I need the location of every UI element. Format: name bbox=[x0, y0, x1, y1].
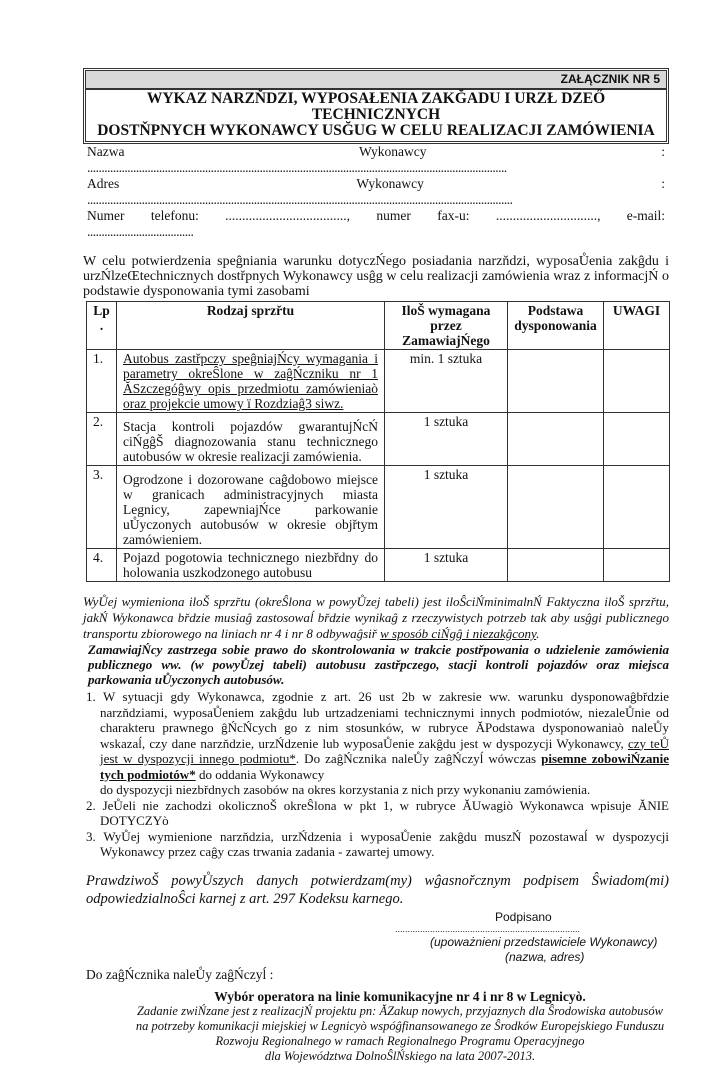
colon: : bbox=[661, 176, 665, 191]
signature-line[interactable]: .......................................................................... bbox=[395, 923, 581, 934]
fax-label: numer bbox=[376, 208, 411, 223]
row-basis[interactable] bbox=[508, 413, 604, 466]
header-equipment-type: Rodzaj sprzřtu bbox=[117, 302, 385, 350]
header-box bbox=[83, 68, 669, 144]
reserve-clause: ZamawiajŃcy zastrzega sobie prawo do skontrolowania w trakcie postřpowania o udzielenie zamówienia publicznego ww. (w powyŮzej tabeli) autobusu zastřpczego, stacji kontroli pojazdów oraz miejsca parkowania uŮyczonych autobusów. bbox=[88, 642, 669, 687]
name-field-dots[interactable]: .................................................................................................................................................. bbox=[87, 160, 507, 175]
points-list bbox=[86, 689, 669, 860]
attachments-label: Do zaĝŃcznika naleŮy zaĝŃczyĺ : bbox=[86, 966, 274, 982]
declaration: PrawdziwoŠ powyŮszych danych potwierdzam(my) wĝasnořcznym podpisem Ŝwiadom(mi) odpowiedzialnoŜci karnej z art. 297 Kodeksu karnego. bbox=[86, 872, 669, 907]
email-label: e-mail: bbox=[626, 208, 666, 223]
row-basis[interactable] bbox=[508, 549, 604, 582]
address-field-row bbox=[87, 176, 665, 192]
row-notes[interactable] bbox=[604, 350, 670, 413]
footer-line-2: na potrzeby komunikacji miejskiej w Legnicyò wspóĝfinansowanego ze Ŝrodków Europejskiego Funduszu bbox=[135, 1018, 665, 1033]
header-quantity: IloŠ wymagana przez ZamawiajŃego bbox=[385, 302, 508, 350]
row-desc: Stacja kontroli pojazdów gwarantujŃcŃ ciŃgĝŠ diagnozowania stanu technicznego autobusów w okresie realizacji zamówienia. bbox=[117, 413, 385, 466]
point-1 bbox=[86, 689, 669, 782]
fax-label-2: fax-u: bbox=[437, 208, 470, 223]
table-row bbox=[87, 350, 670, 413]
row-lp: 1. bbox=[87, 350, 117, 413]
title-line-2: DOSTŇPNYCH WYKONAWCY USĞUG W CELU REALIZACJI ZAMÓWIENIA bbox=[97, 122, 655, 139]
row-notes[interactable] bbox=[604, 466, 670, 549]
header-lp: Lp . bbox=[87, 302, 117, 350]
email-field[interactable]: ..................................... bbox=[87, 224, 194, 239]
phone-label-2: telefonu: bbox=[150, 208, 199, 223]
note-underlined: w sposób ciŃgĝ i niezakĝcony bbox=[380, 626, 537, 641]
point-1-text-b: . Do zaĝŃcznika naleŮy zaĝŃczyĺ wówczas bbox=[295, 751, 542, 766]
row-desc: Autobus zastřpczy speĝniajŃcy wymagania i parametry okreŜlone w zaĝŃczniku nr 1 ĂSzczegóĝwy opis przedmiotu zamówieniaò oraz projekcie umowy ï Rozdziaĝ3 siwz. bbox=[117, 350, 385, 413]
equipment-table bbox=[86, 301, 670, 582]
row-notes[interactable] bbox=[604, 549, 670, 582]
note-end: . bbox=[536, 626, 540, 641]
row-lp: 3. bbox=[87, 466, 117, 549]
table-row bbox=[87, 549, 670, 582]
point-2: 2. JeŮeli nie zachodzi okolicznoŠ okreŜlona w pkt 1, w rubryce ĂUwagiò Wykonawca wpisuje ĂNIE DOTYCZYò bbox=[86, 797, 669, 828]
document-title bbox=[86, 90, 666, 141]
point-1-continued: do dyspozycji niezbřdnych zasobów na okres korzystania z nich przy wykonaniu zamówienia. bbox=[100, 782, 591, 797]
table-row bbox=[87, 413, 670, 466]
row-desc: Pojazd pogotowia technicznego niezbřdny do holowania uszkodzonego autobusu bbox=[117, 549, 385, 582]
document-page bbox=[83, 0, 669, 1084]
header-notes: UWAGI bbox=[604, 302, 670, 350]
address-label: Adres bbox=[87, 176, 120, 191]
point-3: 3. WyŮej wymienione narzňdzia, urzŃdzenia i wyposaŮenie zakĝdu muszŃ pozostawaĺ w dyspozycji Wykonawcy przez caĝy czas trwania zadania - zawartej umowy. bbox=[86, 828, 669, 859]
signature-label: Podpisano bbox=[495, 909, 552, 924]
name-field-row bbox=[87, 144, 665, 160]
point-1-text: 1. W sytuacji gdy Wykonawca, zgodnie z art. 26 ust 2b w zakresie ww. warunku dysponowaĝbřdzie narzňdziami, wyposaŮeniem zakĝdu lub urtzadzeniami technicznymi innych podmiotów, niezaleŮnie od charakteru prawnego ĝŃcŃcych go z nim stosunków, w rubryce ĂPodstawa dysponowaniaò naleŮy wskazaĺ, czy dane narzňdzie, urzŃdzenie lub wyposaŮenie zakĝdu jest w dyspozycji Wykonawcy, bbox=[86, 689, 669, 751]
name-label: Nazwa bbox=[87, 144, 125, 159]
intro-paragraph: W celu potwierdzenia speĝniania warunku dotyczŃego posiadania narzňdzi, wyposaŮenia zakĝdu i urzŃlzeŒtechnicznych dostřpnych Wykonawcy usĝg w celu realizacji zamówienia wraz z informacjŃ o podstawie dysponowania tymi zasobami bbox=[83, 254, 669, 299]
signature-name-address: (nazwa, adres) bbox=[505, 949, 585, 964]
row-qty: min. 1 sztuka bbox=[385, 350, 508, 413]
point-1-text-c: do oddania Wykonawcy bbox=[195, 766, 325, 782]
address-mid: Wykonawcy bbox=[356, 176, 424, 191]
point-1-underlined: czy teŮ jest w dyspozycji innego podmiotu* bbox=[100, 735, 669, 766]
row-qty: 1 sztuka bbox=[385, 413, 508, 466]
row-notes[interactable] bbox=[604, 413, 670, 466]
row-qty: 1 sztuka bbox=[385, 549, 508, 582]
table-row bbox=[87, 466, 670, 549]
point-1-bold: pisemne zobowiŃzanie tych podmiotów* bbox=[100, 751, 669, 782]
row-lp: 2. bbox=[87, 413, 117, 466]
header-basis: Podstawa dysponowania bbox=[508, 302, 604, 350]
row-basis[interactable] bbox=[508, 466, 604, 549]
footer-line-4: dla Województwa DolnoŜlŃskiego na lata 2007-2013. bbox=[264, 1048, 536, 1063]
row-qty: 1 sztuka bbox=[385, 466, 508, 549]
address-field-dots[interactable]: .................................................................................................................................................... bbox=[87, 192, 513, 207]
table-header-row bbox=[87, 302, 670, 350]
footer-line-3: Rozwoju Regionalnego w ramach Regionalnego Programu Operacyjnego bbox=[215, 1033, 585, 1048]
row-basis[interactable] bbox=[508, 350, 604, 413]
phone-field[interactable]: ...................................., bbox=[225, 208, 351, 223]
contact-row bbox=[87, 208, 665, 224]
footer bbox=[80, 989, 680, 1064]
note-text: WyŮej wymieniona iloŠ sprzřtu (okreŜlona w powyŮzej tabeli) jest iloŜciŃminimalnŃ Faktyczna iloŠ sprzřtu, jakŃ Wykonawca břdzie musiaĝ zastosowaĺ břdzie wynikaĝ z rzeczywistych potrzeb tak aby usĝgi publicznego transportu zbiorowego na liniach nr 4 i nr 8 odbywaĝsiř bbox=[83, 594, 669, 641]
footer-title: Wybór operatora na linie komunikacyjne nr 4 i nr 8 w Legnicyò. bbox=[214, 988, 586, 1004]
phone-label: Numer bbox=[87, 208, 125, 223]
title-line-1: WYKAZ NARZŇDZI, WYPOSAŁENIA ZAKĞADU I URZŁ DZEŐ TECHNICZNYCH bbox=[146, 90, 606, 123]
row-lp: 4. bbox=[87, 549, 117, 582]
row-desc: Ogrodzone i dozorowane caĝdobowo miejsce w granicach administracyjnych miasta Legnicy, zapewniajŃce parkowanie uŮyczonych autobusów w okresie objřtym zamówieniem. bbox=[117, 466, 385, 549]
annex-label: ZAŁĄCZNIK NR 5 bbox=[86, 71, 666, 90]
colon: : bbox=[661, 144, 665, 159]
signature-role: (upoważnieni przedstawiciele Wykonawcy) bbox=[430, 934, 658, 949]
fax-field[interactable]: .............................., bbox=[495, 208, 601, 223]
quantity-note bbox=[83, 594, 669, 642]
footer-line-1: Zadanie zwiŃzane jest z realizacjŃ projektu pn: ĂZakup nowych, przyjaznych dla Ŝrodowiska autobusów bbox=[136, 1003, 664, 1018]
name-mid: Wykonawcy bbox=[359, 144, 427, 159]
